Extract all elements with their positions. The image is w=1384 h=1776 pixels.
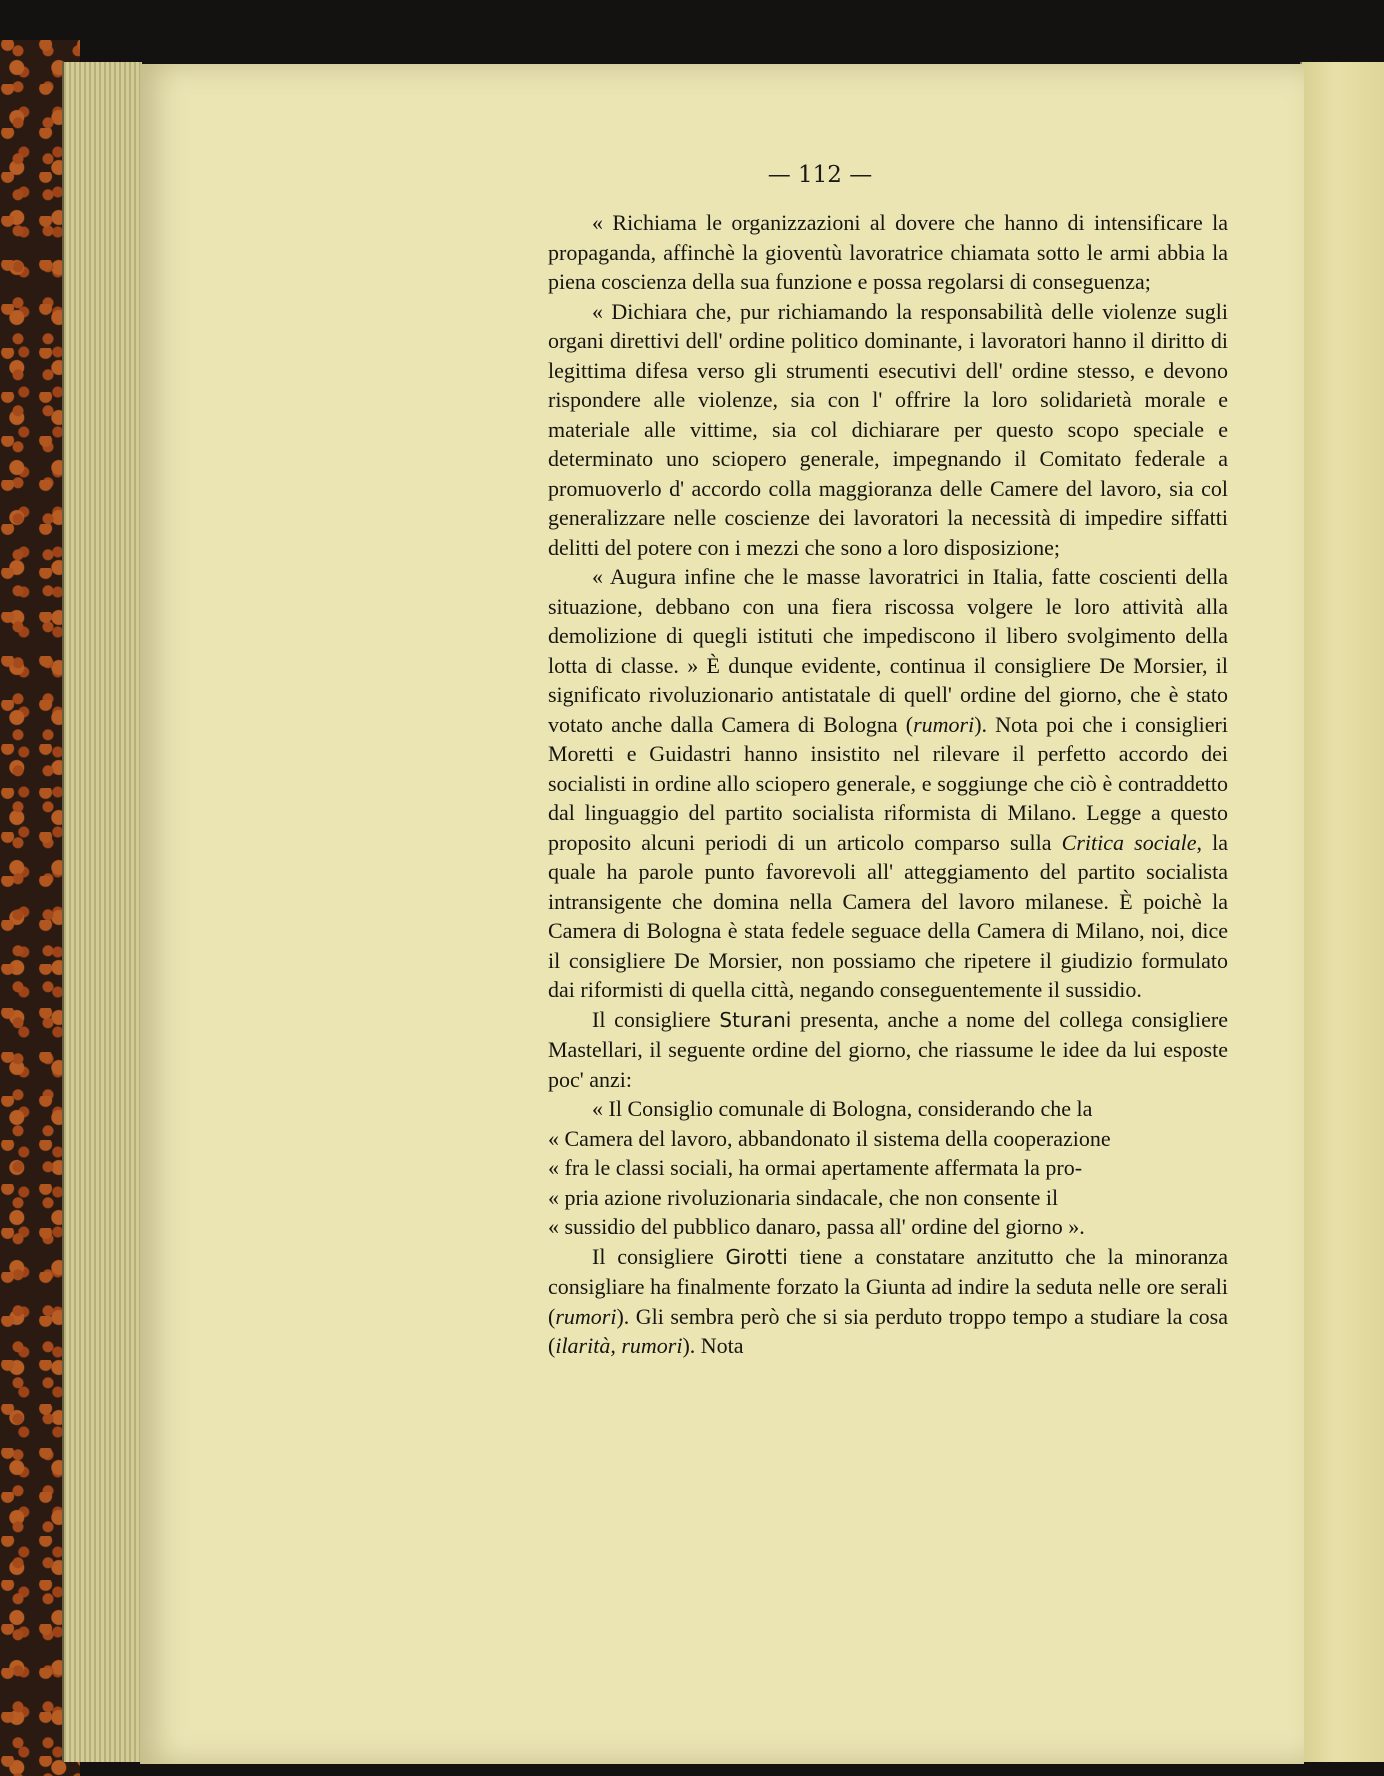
text-span: Il consigliere (592, 1006, 720, 1032)
text-span: « Augura infine che le masse lavoratrici in Italia, fatte coscienti della situazione, debbano con una fiera riscossa volgere le loro attività alla demolizione di quegli istituti che impediscono il libero svolgimento della lotta di classe. » È dunque evidente, continua il consigliere De Morsier, il significato rivoluzionario antistatale di quell' ordine del giorno, che è stato votato anche dalla Camera di Bologna ( (548, 564, 1228, 737)
paragraph-sturani (548, 1005, 1228, 1095)
italic-critica-sociale: Critica sociale (1061, 829, 1197, 855)
quote-line: « sussidio del pubblico danaro, passa all' ordine del giorno ». (548, 1214, 1085, 1239)
quote-line: « Camera del lavoro, abbandonato il sistema della cooperazione (548, 1125, 1111, 1151)
quote-line: « Il Consiglio comunale di Bologna, considerando che la (592, 1096, 1093, 1121)
italic-rumori: rumori (913, 711, 975, 737)
text-span: ). Nota poi che i consiglieri Moretti e Guidastri hanno insistito nel rilevare il perfetto accordo dei socialisti in ordine allo sciopero generale, e soggiunge che ciò è contraddetto dal linguaggio del partito socialista riformista di Milano. Legge a questo proposito alcuni periodi di un articolo comparso sulla (548, 711, 1228, 855)
quote-line: « fra le classi sociali, ha ormai apertamente affermata la pro- (548, 1155, 1083, 1180)
text-span: tiene a constatare anzitutto che la minoranza consigliare ha finalmente forzato la Giunta ad indire la seduta nelle ore serali ( (548, 1243, 1228, 1329)
quoted-motion (548, 1094, 1228, 1242)
paragraph-dichiara: « Dichiara che, pur richiamando la responsabilità delle violenze sugli organi direttivi dell' ordine politico dominante, i lavoratori hanno il diritto di legittima difesa verso gli strumenti esecutivi dell' ordine stesso, e devono rispondere alle violenze, sia con l' offrire la loro solidarietà morale e materiale alle vittime, sia col dichiarare per questo scopo speciale e determinato uno sciopero generale, impegnando il Comitato federale a promuoverlo d' accordo colla maggioranza delle Camere del lavoro, sia col generalizzare nelle coscienze dei lavoratori la necessità di impedire siffatti delitti del potere con i mezzi che sono a loro disposizione; (548, 298, 1228, 560)
page-body-text (548, 208, 1228, 1361)
page-block-edges (62, 62, 142, 1762)
italic-ilarita-rumori: ilarità, rumori (555, 1333, 683, 1358)
speaker-name-girotti: Girotti (725, 1244, 788, 1269)
text-span: , la quale ha parole punto favorevoli all' atteggiamento del partito socialista intransigente che domina nella Camera del lavoro milanese. È poichè la Camera di Bologna è stata fedele seguace della Camera di Milano, noi, dice il consigliere De Morsier, non possiamo che ripetere il giudizio formulato dai riformisti di quella città, negando conseguentemente il sussidio. (548, 829, 1228, 1002)
quote-line: « pria azione rivoluzionaria sindacale, che non consente il (548, 1184, 1059, 1210)
facing-page-edge (1300, 62, 1384, 1762)
text-span: ). Gli sembra però che si sia perduto troppo tempo a studiare la cosa ( (548, 1303, 1228, 1358)
paragraph-girotti (548, 1242, 1228, 1361)
paragraph-augura (548, 562, 1228, 1005)
page-number: — 112 — (767, 162, 873, 188)
text-span: presenta, anche a nome del collega consigliere Mastellari, il seguente ordine del giorno, che riassume le idee da lui esposte poc' anzi: (548, 1006, 1228, 1092)
text-span: Il consigliere (592, 1243, 726, 1269)
text-span: ). Nota (682, 1333, 744, 1358)
paragraph-richiama: « Richiama le organizzazioni al dovere che hanno di intensificare la propaganda, affinchè la gioventù lavoratrice chiamata sotto le armi abbia la piena coscienza della sua funzione e possa regolarsi di conseguenza; (548, 210, 1228, 294)
speaker-name-sturani: Sturani (719, 1007, 792, 1032)
italic-rumori: rumori (555, 1303, 617, 1329)
